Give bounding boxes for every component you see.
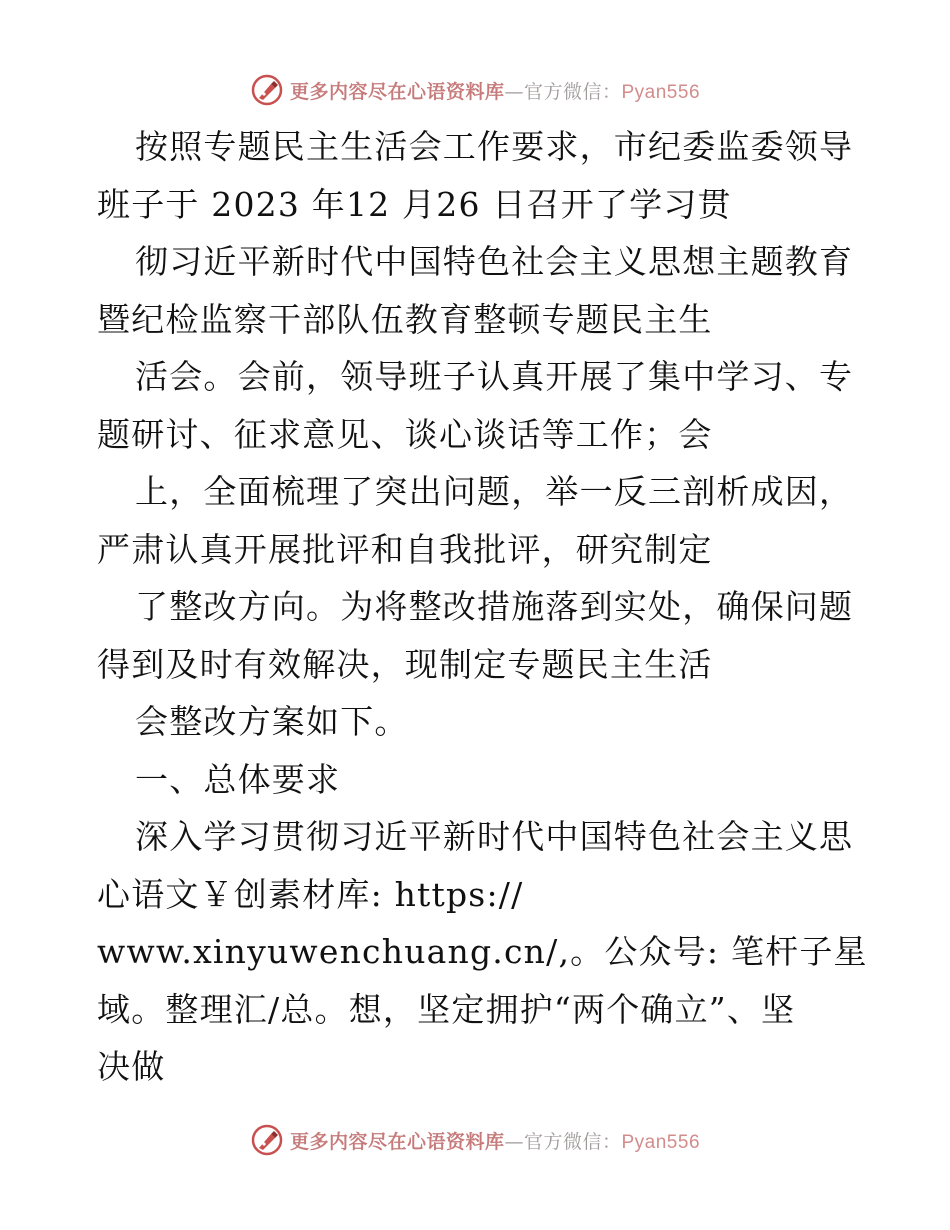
document-line: 严肃认真开展批评和自我批评，研究制定 <box>97 529 713 569</box>
document-line: 了整改方向。为将整改措施落到实处，确保问题 <box>135 587 854 626</box>
footer-banner <box>0 1120 950 1160</box>
document-line: 活会。会前，领导班子认真开展了集中学习、专 <box>135 357 854 396</box>
document-line: www.xinyuwenchuang.cn/,。公众号: 笔杆子星 <box>97 932 868 971</box>
banner-official-text: —官方微信： <box>504 1130 622 1153</box>
document-line: 一、总体要求 <box>135 759 341 799</box>
document-line: 域。整理汇/总。想，坚定拥护“两个确立”、坚 <box>97 989 796 1029</box>
document-line: 班子于 2023 年12 月26 日召开了学习贯 <box>97 184 732 224</box>
document-body <box>97 118 868 1096</box>
document-line: 心语文￥创素材库: https:// <box>97 874 524 914</box>
document-line: 深入学习贯彻习近平新时代中国特色社会主义思 <box>135 817 854 856</box>
document-line: 题研讨、征求意见、谈心谈话等工作；会 <box>97 414 713 454</box>
document-line: 彻习近平新时代中国特色社会主义思想主题教育 <box>135 242 854 281</box>
banner-text <box>290 1127 700 1154</box>
banner-wechat-id: Pyan556 <box>621 81 701 103</box>
banner-main-text: 更多内容尽在心语资料库 <box>289 1130 505 1153</box>
document-line: 暨纪检监察干部队伍教育整顿专题民主生 <box>97 299 713 339</box>
document-line: 上，全面梳理了突出问题，举一反三剖析成因， <box>135 472 854 511</box>
pen-nib-logo-icon <box>250 1123 284 1157</box>
document-line: 得到及时有效解决，现制定专题民主生活 <box>97 644 713 684</box>
document-line: 按照专题民主生活会工作要求，市纪委监委领导 <box>135 127 854 166</box>
document-line: 会整改方案如下。 <box>135 702 409 741</box>
banner-wechat-id: Pyan556 <box>621 1131 701 1153</box>
pen-nib-logo-icon <box>250 73 284 107</box>
banner-official-text: —官方微信： <box>504 80 622 103</box>
banner-text <box>290 77 700 104</box>
banner-main-text: 更多内容尽在心语资料库 <box>289 80 505 103</box>
header-banner <box>0 70 950 110</box>
document-line: 决做 <box>97 1047 166 1086</box>
